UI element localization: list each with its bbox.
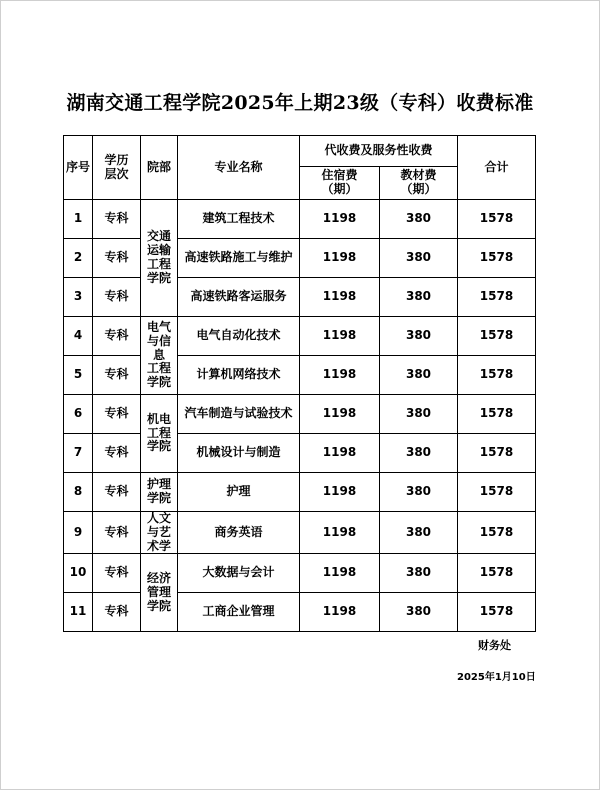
header-fee-group: 代收费及服务性收费 [300,136,458,167]
row-lodging-fee: 1198 [300,239,380,278]
row-lodging-fee: 1198 [300,434,380,473]
row-department: 交通 运输 工程 学院 [141,200,178,317]
row-level: 专科 [93,239,141,278]
table-row [64,434,536,473]
header-row [64,136,536,167]
table-row [64,356,536,395]
header-textbook [380,167,458,200]
row-lodging-fee: 1198 [300,356,380,395]
row-textbook-fee: 380 [380,473,458,512]
row-level: 专科 [93,473,141,512]
header-seq: 序号 [64,136,93,200]
row-total: 1578 [458,395,536,434]
issue-date: 2025年1月10日 [457,672,536,683]
header-total: 合计 [458,136,536,200]
row-total: 1578 [458,356,536,395]
row-total: 1578 [458,239,536,278]
row-seq: 5 [64,356,93,395]
row-textbook-fee: 380 [380,278,458,317]
row-total: 1578 [458,593,536,632]
row-department: 电气 与信 息 工程 学院 [141,317,178,395]
row-textbook-fee: 380 [380,200,458,239]
header-major: 专业名称 [178,136,300,200]
row-total: 1578 [458,512,536,554]
row-level: 专科 [93,278,141,317]
row-major: 电气自动化技术 [178,317,300,356]
row-seq: 6 [64,395,93,434]
row-seq: 11 [64,593,93,632]
row-department: 经济 管理 学院 [141,554,178,632]
issuer-office: 财务处 [478,639,511,652]
row-level: 专科 [93,395,141,434]
row-total: 1578 [458,473,536,512]
table-row [64,593,536,632]
row-seq: 4 [64,317,93,356]
table-row [64,512,536,554]
row-total: 1578 [458,554,536,593]
table-row [64,278,536,317]
row-textbook-fee: 380 [380,593,458,632]
header-level-text: 学历 层次 [104,152,129,181]
row-level: 专科 [93,317,141,356]
row-lodging-fee: 1198 [300,395,380,434]
row-total: 1578 [458,317,536,356]
row-major: 工商企业管理 [178,593,300,632]
row-seq: 1 [64,200,93,239]
header-level [93,136,141,200]
row-lodging-fee: 1198 [300,473,380,512]
row-seq: 7 [64,434,93,473]
table-row [64,239,536,278]
row-major: 商务英语 [178,512,300,554]
row-textbook-fee: 380 [380,395,458,434]
page-title: 湖南交通工程学院2025年上期23级（专科）收费标准 [66,92,534,114]
row-major: 大数据与会计 [178,554,300,593]
row-department: 机电 工程 学院 [141,395,178,473]
row-department: 人文 与艺 术学 [141,512,178,554]
row-textbook-fee: 380 [380,356,458,395]
row-textbook-fee: 380 [380,554,458,593]
table-row [64,395,536,434]
header-lodging-text: 住宿费 （期） [321,168,358,196]
row-total: 1578 [458,434,536,473]
table-row [64,473,536,512]
row-lodging-fee: 1198 [300,278,380,317]
row-total: 1578 [458,278,536,317]
header-lodging [300,167,380,200]
table-row [64,200,536,239]
fee-table [63,135,536,632]
row-major: 机械设计与制造 [178,434,300,473]
row-lodging-fee: 1198 [300,554,380,593]
row-level: 专科 [93,356,141,395]
row-major: 计算机网络技术 [178,356,300,395]
row-major: 高速铁路客运服务 [178,278,300,317]
row-lodging-fee: 1198 [300,200,380,239]
row-level: 专科 [93,512,141,554]
row-major: 建筑工程技术 [178,200,300,239]
row-level: 专科 [93,200,141,239]
row-textbook-fee: 380 [380,512,458,554]
row-major: 护理 [178,473,300,512]
row-textbook-fee: 380 [380,239,458,278]
row-seq: 2 [64,239,93,278]
row-seq: 9 [64,512,93,554]
row-lodging-fee: 1198 [300,512,380,554]
row-level: 专科 [93,593,141,632]
row-major: 汽车制造与试验技术 [178,395,300,434]
row-seq: 10 [64,554,93,593]
row-department: 护理 学院 [141,473,178,512]
header-dept: 院部 [141,136,178,200]
row-seq: 8 [64,473,93,512]
row-level: 专科 [93,554,141,593]
table-row [64,554,536,593]
row-lodging-fee: 1198 [300,593,380,632]
table-row [64,317,536,356]
row-major: 高速铁路施工与维护 [178,239,300,278]
row-level: 专科 [93,434,141,473]
row-textbook-fee: 380 [380,317,458,356]
header-textbook-text: 教材费 （期） [400,168,437,196]
row-textbook-fee: 380 [380,434,458,473]
row-lodging-fee: 1198 [300,317,380,356]
row-total: 1578 [458,200,536,239]
row-seq: 3 [64,278,93,317]
